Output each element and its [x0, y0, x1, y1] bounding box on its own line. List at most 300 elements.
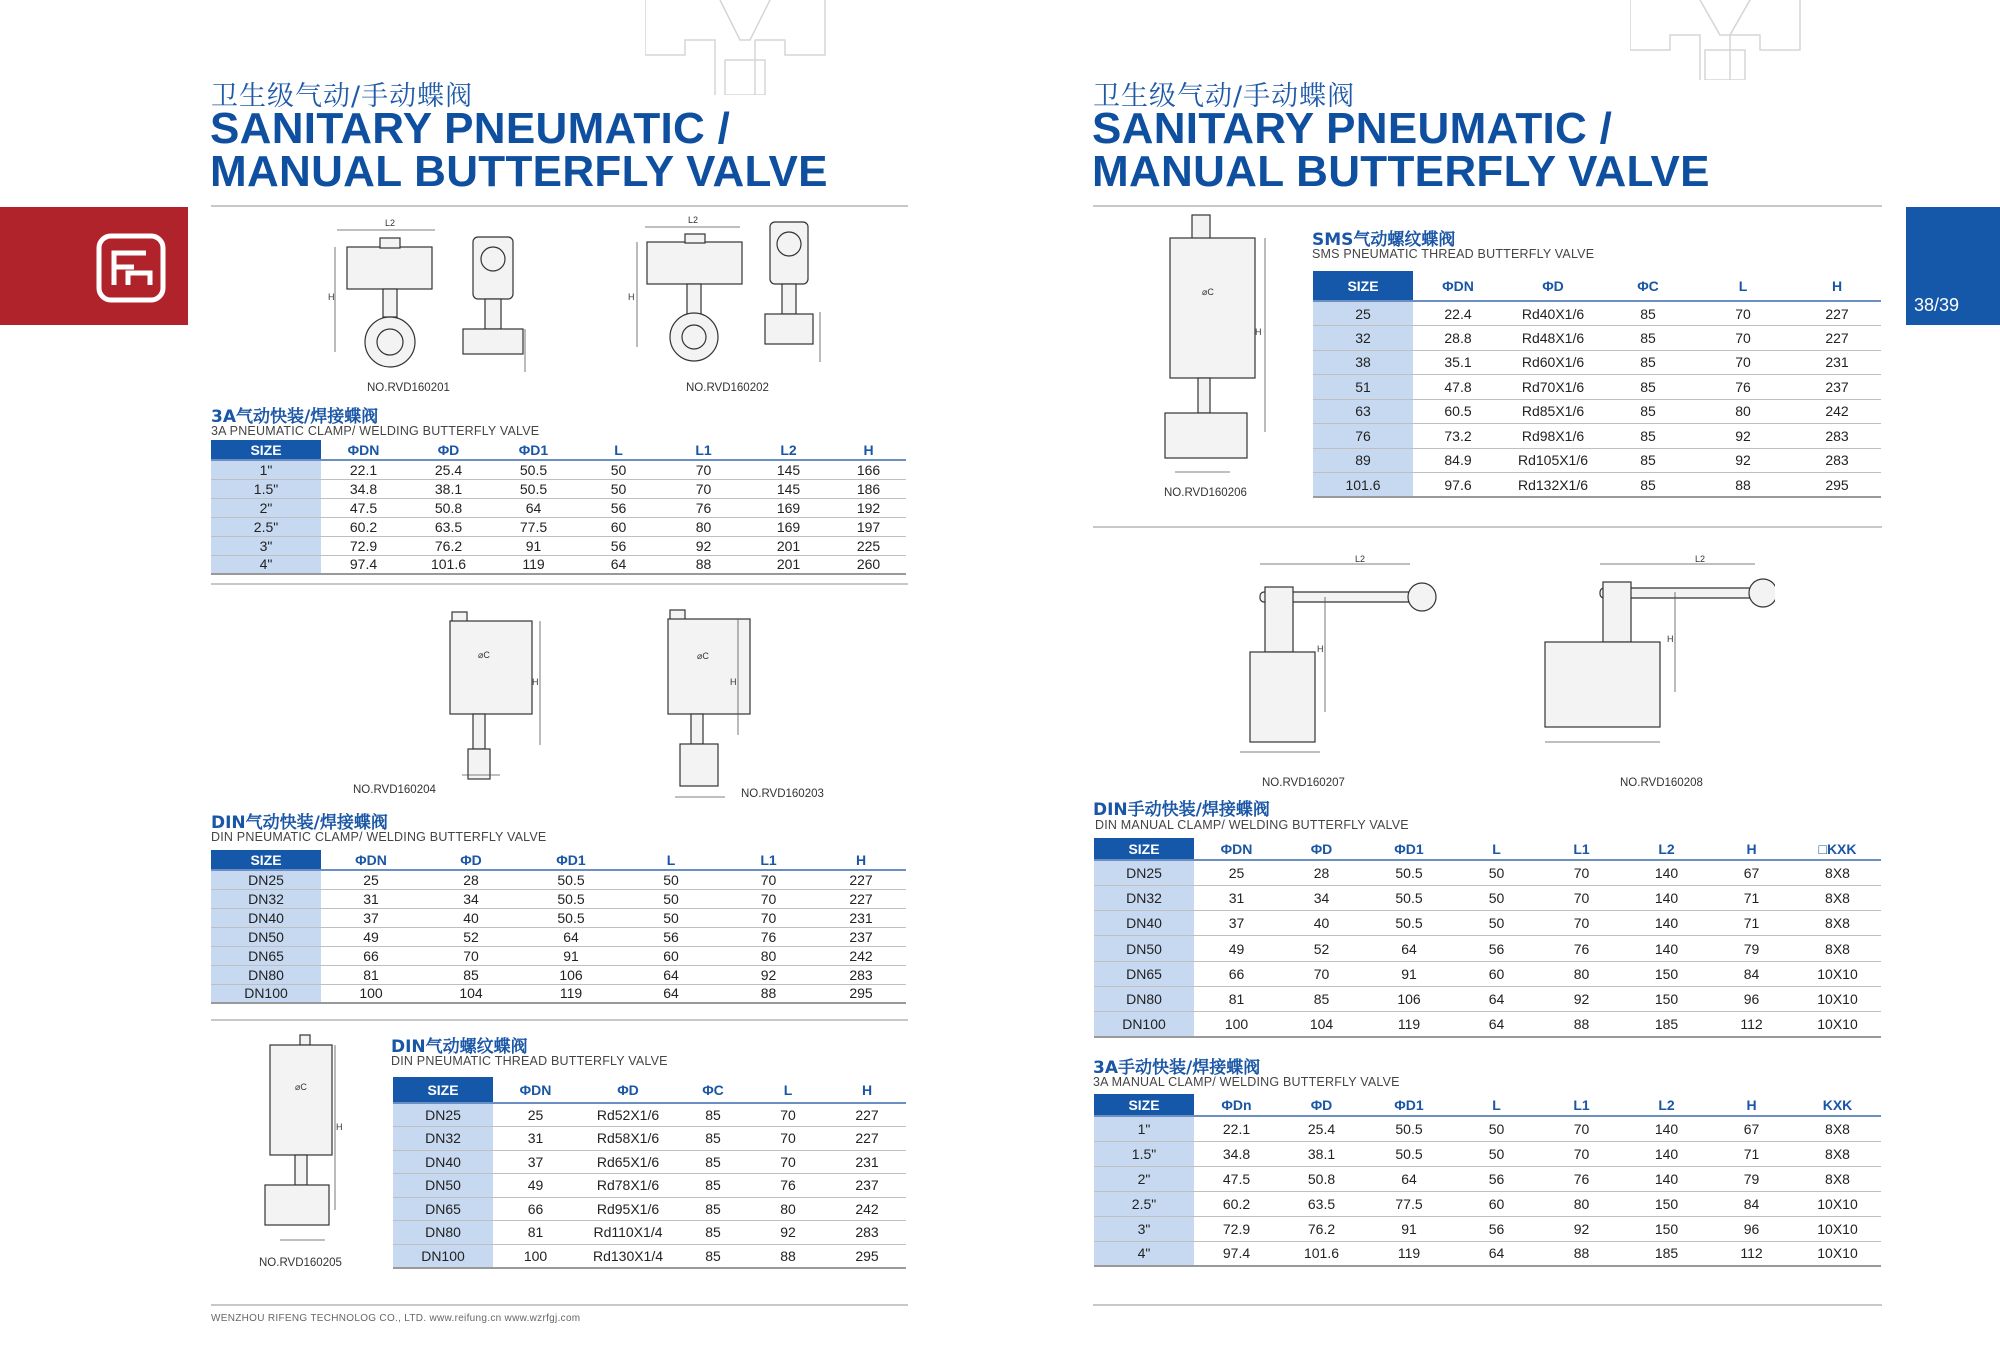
table-row [393, 1103, 906, 1127]
table-cell: 81 [1194, 986, 1279, 1011]
table-cell: 8X8 [1794, 911, 1881, 936]
table-cell: 25.4 [1279, 1116, 1364, 1141]
table-cell: Rd98X1/6 [1503, 424, 1603, 449]
section-title-cn: SMS气动螺纹蝶阀 [1312, 230, 1456, 250]
table-cell: 34 [421, 889, 521, 908]
table-cell: DN32 [1094, 885, 1194, 910]
table-row [211, 927, 906, 946]
column-header: SIZE [1313, 271, 1413, 301]
table-cell: 81 [321, 965, 421, 984]
table-cell: 1" [211, 460, 321, 479]
table-cell: 70 [1693, 350, 1793, 375]
table-cell: 8X8 [1794, 860, 1881, 885]
table-cell: 231 [816, 908, 906, 927]
table-row [1094, 1191, 1881, 1216]
svg-text:H: H [328, 292, 335, 302]
table-cell: 10X10 [1794, 986, 1881, 1011]
table-row [393, 1127, 906, 1151]
table-cell: 227 [828, 1103, 906, 1127]
table-cell: 60 [1454, 1191, 1539, 1216]
table-cell: 237 [1793, 375, 1881, 400]
divider [211, 1304, 908, 1306]
column-header: KXK [1794, 1094, 1881, 1116]
table-cell: 96 [1709, 1216, 1794, 1241]
table-cell: 92 [748, 1221, 828, 1245]
divider [211, 583, 908, 585]
table-row [1094, 860, 1881, 885]
table-cell: 85 [678, 1174, 748, 1198]
table-cell: 10X10 [1794, 1191, 1881, 1216]
table-cell: 80 [1539, 961, 1624, 986]
svg-text:H: H [1255, 327, 1262, 337]
section-title-en: DIN MANUAL CLAMP/ WELDING BUTTERFLY VALVE [1095, 818, 1409, 832]
table-cell: 8X8 [1794, 1166, 1881, 1191]
table-cell: 242 [1793, 399, 1881, 424]
table-cell: 49 [1194, 936, 1279, 961]
column-header: ΦD1 [521, 850, 621, 870]
table-cell: 70 [1539, 911, 1624, 936]
table-cell: 70 [661, 479, 746, 498]
table-cell: 295 [816, 984, 906, 1003]
figure-caption: NO.RVD160208 [1620, 777, 1703, 789]
table-cell: 100 [493, 1244, 578, 1268]
table-cell: 80 [661, 517, 746, 536]
table-cell: 140 [1624, 936, 1709, 961]
table-cell: 50.5 [1364, 1116, 1454, 1141]
table-header-row [1094, 1094, 1881, 1116]
table-cell: Rd70X1/6 [1503, 375, 1603, 400]
table-cell: Rd40X1/6 [1503, 301, 1603, 326]
table-cell: 64 [491, 498, 576, 517]
table-cell: 56 [621, 927, 721, 946]
table-cell: Rd58X1/6 [578, 1127, 678, 1151]
table-cell: 70 [748, 1150, 828, 1174]
table-cell: 64 [1364, 1166, 1454, 1191]
table-cell: 25 [1313, 301, 1413, 326]
table-row [1094, 1141, 1881, 1166]
svg-text:L2: L2 [385, 218, 396, 228]
column-header: ΦD [406, 440, 491, 460]
brand-band [0, 207, 188, 325]
table-header-row [1094, 838, 1881, 860]
table-cell: 227 [816, 889, 906, 908]
table-cell: 283 [1793, 448, 1881, 473]
table-cell: 71 [1709, 885, 1794, 910]
table-row [1313, 326, 1881, 351]
table-cell: 70 [1279, 961, 1364, 986]
table-cell: 66 [321, 946, 421, 965]
table-cell: 92 [1693, 448, 1793, 473]
table-cell: 85 [678, 1221, 748, 1245]
divider [1093, 1304, 1882, 1306]
table-cell: 70 [748, 1103, 828, 1127]
table-cell: 84 [1709, 1191, 1794, 1216]
table-cell: 70 [721, 870, 816, 889]
table-cell: 197 [831, 517, 906, 536]
column-header: SIZE [211, 440, 321, 460]
table-cell: 70 [661, 460, 746, 479]
figure-caption: NO.RVD160201 [367, 382, 450, 394]
left-title-cn: 卫生级气动/手动蝶阀 [211, 81, 474, 112]
table-cell: 64 [1364, 936, 1454, 961]
table-cell: 50.5 [1364, 885, 1454, 910]
table-cell: 72.9 [1194, 1216, 1279, 1241]
table-cell: 70 [1693, 326, 1793, 351]
table-row [211, 889, 906, 908]
table-cell: DN25 [1094, 860, 1194, 885]
table-cell: 38 [1313, 350, 1413, 375]
table-cell: 50.5 [1364, 860, 1454, 885]
section-title-cn: DIN气动螺纹蝶阀 [391, 1037, 528, 1057]
table-row [1094, 885, 1881, 910]
column-header: L [576, 440, 661, 460]
table-cell: 295 [1793, 473, 1881, 498]
table-cell: DN80 [1094, 986, 1194, 1011]
column-header: H [828, 1077, 906, 1103]
table-cell: 31 [1194, 885, 1279, 910]
column-header: ΦC [1603, 271, 1693, 301]
table-cell: 50.5 [521, 908, 621, 927]
table-cell: 97.4 [1194, 1241, 1279, 1266]
table-cell: 35.1 [1413, 350, 1503, 375]
table-cell: 85 [1603, 326, 1693, 351]
table-cell: 49 [321, 927, 421, 946]
table-cell: 70 [1539, 1116, 1624, 1141]
column-header: ΦDN [321, 440, 406, 460]
column-header: ΦDN [321, 850, 421, 870]
column-header: L2 [1624, 838, 1709, 860]
table-cell: 60 [576, 517, 661, 536]
table-cell: 85 [421, 965, 521, 984]
table-cell: 28.8 [1413, 326, 1503, 351]
column-header: ΦD1 [1364, 1094, 1454, 1116]
valve-drawing-rvd160205 [245, 1030, 360, 1255]
table-cell: 50.5 [491, 479, 576, 498]
table-cell: 201 [746, 536, 831, 555]
table-cell: 70 [1693, 301, 1793, 326]
table-cell: DN65 [393, 1197, 493, 1221]
column-header: L [1454, 1094, 1539, 1116]
column-header: L1 [661, 440, 746, 460]
table-cell: 80 [748, 1197, 828, 1221]
table-cell: 231 [1793, 350, 1881, 375]
table-cell: 32 [1313, 326, 1413, 351]
table-cell: 64 [1454, 1241, 1539, 1266]
table-cell: 56 [1454, 1216, 1539, 1241]
table-cell: 2.5" [211, 517, 321, 536]
left-title-en-1: SANITARY PNEUMATIC / [210, 104, 731, 153]
table-cell: 34.8 [1194, 1141, 1279, 1166]
table-cell: 52 [1279, 936, 1364, 961]
table-cell: Rd130X1/4 [578, 1244, 678, 1268]
section-title-en: DIN PNEUMATIC THREAD BUTTERFLY VALVE [391, 1054, 668, 1068]
table-cell: 72.9 [321, 536, 406, 555]
table-row [393, 1197, 906, 1221]
table-cell: 67 [1709, 1116, 1794, 1141]
table-cell: 40 [421, 908, 521, 927]
page-number: 38/39 [1914, 295, 1960, 315]
table-cell: 37 [321, 908, 421, 927]
table-cell: 63.5 [406, 517, 491, 536]
table-cell: Rd65X1/6 [578, 1150, 678, 1174]
table-cell: 283 [816, 965, 906, 984]
table-cell: 106 [1364, 986, 1454, 1011]
svg-text:⌀C: ⌀C [295, 1082, 307, 1092]
table-row [393, 1221, 906, 1245]
table-row [1094, 1216, 1881, 1241]
decorative-valve-drawing-right [1630, 0, 1830, 80]
table-cell: 70 [1539, 885, 1624, 910]
table-cell: 140 [1624, 860, 1709, 885]
table-cell: 8X8 [1794, 936, 1881, 961]
table-cell: 88 [1693, 473, 1793, 498]
table-cell: 88 [1539, 1241, 1624, 1266]
column-header: L [621, 850, 721, 870]
table-cell: 84.9 [1413, 448, 1503, 473]
column-header: ΦD [1279, 838, 1364, 860]
table-cell: 76.2 [406, 536, 491, 555]
table-cell: 140 [1624, 1141, 1709, 1166]
table-cell: 88 [1539, 1012, 1624, 1037]
svg-text:H: H [1667, 634, 1674, 644]
figure-caption: NO.RVD160206 [1164, 487, 1247, 499]
table-cell: 64 [576, 555, 661, 574]
spec-table-3a-pneumatic [211, 440, 906, 575]
table-row [1313, 448, 1881, 473]
table-cell: Rd132X1/6 [1503, 473, 1603, 498]
table-cell: DN100 [211, 984, 321, 1003]
table-cell: 76 [1693, 375, 1793, 400]
svg-text:H: H [532, 677, 539, 687]
table-cell: 50.5 [1364, 1141, 1454, 1166]
table-cell: 92 [1539, 1216, 1624, 1241]
table-cell: 92 [721, 965, 816, 984]
table-row [1313, 301, 1881, 326]
column-header: ΦDN [493, 1077, 578, 1103]
table-cell: 1" [1094, 1116, 1194, 1141]
section-title-cn: DIN气动快装/焊接蝶阀 [211, 813, 388, 833]
figure-caption: NO.RVD160205 [259, 1257, 342, 1269]
table-cell: 49 [493, 1174, 578, 1198]
table-cell: 185 [1624, 1241, 1709, 1266]
table-cell: Rd52X1/6 [578, 1103, 678, 1127]
table-cell: 237 [828, 1174, 906, 1198]
table-cell: 56 [576, 498, 661, 517]
table-cell: 63.5 [1279, 1191, 1364, 1216]
table-cell: DN50 [1094, 936, 1194, 961]
table-cell: 80 [721, 946, 816, 965]
table-cell: 97.6 [1413, 473, 1503, 498]
table-cell: 101.6 [1313, 473, 1413, 498]
table-cell: 106 [521, 965, 621, 984]
table-cell: 85 [678, 1103, 748, 1127]
table-cell: 88 [721, 984, 816, 1003]
table-cell: 70 [748, 1127, 828, 1151]
table-row [1313, 424, 1881, 449]
table-row [1313, 399, 1881, 424]
table-cell: 81 [493, 1221, 578, 1245]
table-cell: 50 [1454, 1116, 1539, 1141]
table-row [1313, 350, 1881, 375]
column-header: SIZE [393, 1077, 493, 1103]
table-cell: 96 [1709, 986, 1794, 1011]
table-row [1313, 375, 1881, 400]
valve-drawing-rvd160202 [625, 212, 850, 382]
table-cell: 71 [1709, 911, 1794, 936]
divider [211, 1019, 908, 1021]
table-cell: 85 [1279, 986, 1364, 1011]
table-cell: 64 [521, 927, 621, 946]
table-cell: 50.5 [1364, 911, 1454, 936]
table-row [211, 555, 906, 574]
valve-drawing-rvd160208 [1525, 552, 1775, 772]
table-cell: 91 [1364, 1216, 1454, 1241]
table-cell: 140 [1624, 1166, 1709, 1191]
table-cell: 2.5" [1094, 1191, 1194, 1216]
table-cell: 85 [1603, 350, 1693, 375]
table-cell: 47.8 [1413, 375, 1503, 400]
table-cell: 85 [1603, 375, 1693, 400]
table-cell: 38.1 [406, 479, 491, 498]
table-cell: DN50 [393, 1174, 493, 1198]
table-cell: 38.1 [1279, 1141, 1364, 1166]
table-cell: 169 [746, 498, 831, 517]
table-cell: 70 [721, 908, 816, 927]
figure-caption: NO.RVD160203 [741, 788, 824, 800]
table-cell: 10X10 [1794, 1216, 1881, 1241]
table-cell: 119 [491, 555, 576, 574]
table-cell: 50.5 [521, 889, 621, 908]
table-cell: 4" [1094, 1241, 1194, 1266]
table-cell: 231 [828, 1150, 906, 1174]
valve-drawing-rvd160207 [1210, 552, 1450, 772]
logo-icon [96, 233, 166, 303]
table-cell: 112 [1709, 1241, 1794, 1266]
table-cell: 56 [1454, 1166, 1539, 1191]
table-cell: 91 [491, 536, 576, 555]
column-header: SIZE [211, 850, 321, 870]
table-cell: Rd105X1/6 [1503, 448, 1603, 473]
table-cell: 28 [1279, 860, 1364, 885]
column-header: H [831, 440, 906, 460]
table-cell: 119 [1364, 1241, 1454, 1266]
table-cell: 25 [493, 1103, 578, 1127]
table-cell: 1.5" [1094, 1141, 1194, 1166]
table-cell: 76 [1313, 424, 1413, 449]
table-cell: 88 [661, 555, 746, 574]
right-title-en-2: MANUAL BUTTERFLY VALVE [1092, 147, 1710, 196]
table-cell: 4" [211, 555, 321, 574]
spec-table-3a-manual [1094, 1094, 1881, 1267]
table-row [211, 908, 906, 927]
table-row [211, 498, 906, 517]
divider [1093, 526, 1882, 528]
table-cell: 8X8 [1794, 1116, 1881, 1141]
table-row [1094, 1012, 1881, 1037]
table-cell: 85 [1603, 399, 1693, 424]
table-cell: 22.1 [1194, 1116, 1279, 1141]
table-row [211, 984, 906, 1003]
table-cell: 185 [1624, 1012, 1709, 1037]
table-cell: 3" [211, 536, 321, 555]
table-cell: 76 [1539, 1166, 1624, 1191]
table-cell: 37 [493, 1150, 578, 1174]
table-cell: Rd60X1/6 [1503, 350, 1603, 375]
table-cell: DN65 [211, 946, 321, 965]
table-cell: 283 [1793, 424, 1881, 449]
table-cell: 60.2 [321, 517, 406, 536]
table-cell: 227 [1793, 326, 1881, 351]
table-cell: 47.5 [321, 498, 406, 517]
table-row [211, 536, 906, 555]
table-cell: 92 [661, 536, 746, 555]
table-cell: DN100 [1094, 1012, 1194, 1037]
table-cell: DN100 [393, 1244, 493, 1268]
table-cell: 140 [1624, 885, 1709, 910]
table-cell: 31 [321, 889, 421, 908]
column-header: ΦD1 [491, 440, 576, 460]
column-header: H [1709, 838, 1794, 860]
table-cell: 100 [1194, 1012, 1279, 1037]
table-cell: 3" [1094, 1216, 1194, 1241]
table-cell: 92 [1693, 424, 1793, 449]
table-row [211, 965, 906, 984]
table-cell: 56 [1454, 936, 1539, 961]
right-title-en-1: SANITARY PNEUMATIC / [1092, 104, 1613, 153]
table-cell: 150 [1624, 961, 1709, 986]
table-cell: Rd48X1/6 [1503, 326, 1603, 351]
table-cell: 79 [1709, 1166, 1794, 1191]
table-row [1094, 1116, 1881, 1141]
table-cell: DN80 [211, 965, 321, 984]
column-header: ΦDn [1194, 1094, 1279, 1116]
table-cell: 50.8 [406, 498, 491, 517]
table-row [1094, 911, 1881, 936]
table-cell: 85 [678, 1150, 748, 1174]
table-cell: 66 [493, 1197, 578, 1221]
table-cell: 60 [621, 946, 721, 965]
table-row [1094, 986, 1881, 1011]
table-cell: 150 [1624, 986, 1709, 1011]
table-cell: 10X10 [1794, 1012, 1881, 1037]
valve-drawing-rvd160201 [325, 212, 545, 382]
column-header: L2 [1624, 1094, 1709, 1116]
svg-text:⌀C: ⌀C [478, 650, 490, 660]
table-cell: DN40 [211, 908, 321, 927]
table-cell: Rd95X1/6 [578, 1197, 678, 1221]
table-cell: 227 [1793, 301, 1881, 326]
table-cell: 52 [421, 927, 521, 946]
table-cell: 25 [1194, 860, 1279, 885]
column-header: ΦD [1503, 271, 1603, 301]
table-cell: 50 [1454, 885, 1539, 910]
table-cell: 47.5 [1194, 1166, 1279, 1191]
table-cell: 186 [831, 479, 906, 498]
table-cell: DN80 [393, 1221, 493, 1245]
svg-text:⌀C: ⌀C [697, 651, 709, 661]
table-cell: 227 [828, 1127, 906, 1151]
column-header: L [1693, 271, 1793, 301]
table-cell: 40 [1279, 911, 1364, 936]
column-header: H [1793, 271, 1881, 301]
table-cell: 77.5 [1364, 1191, 1454, 1216]
table-cell: DN40 [1094, 911, 1194, 936]
spec-table-sms-thread [1313, 271, 1881, 498]
table-cell: 76 [721, 927, 816, 946]
table-header-row [211, 440, 906, 460]
table-cell: 104 [421, 984, 521, 1003]
svg-text:H: H [730, 677, 737, 687]
